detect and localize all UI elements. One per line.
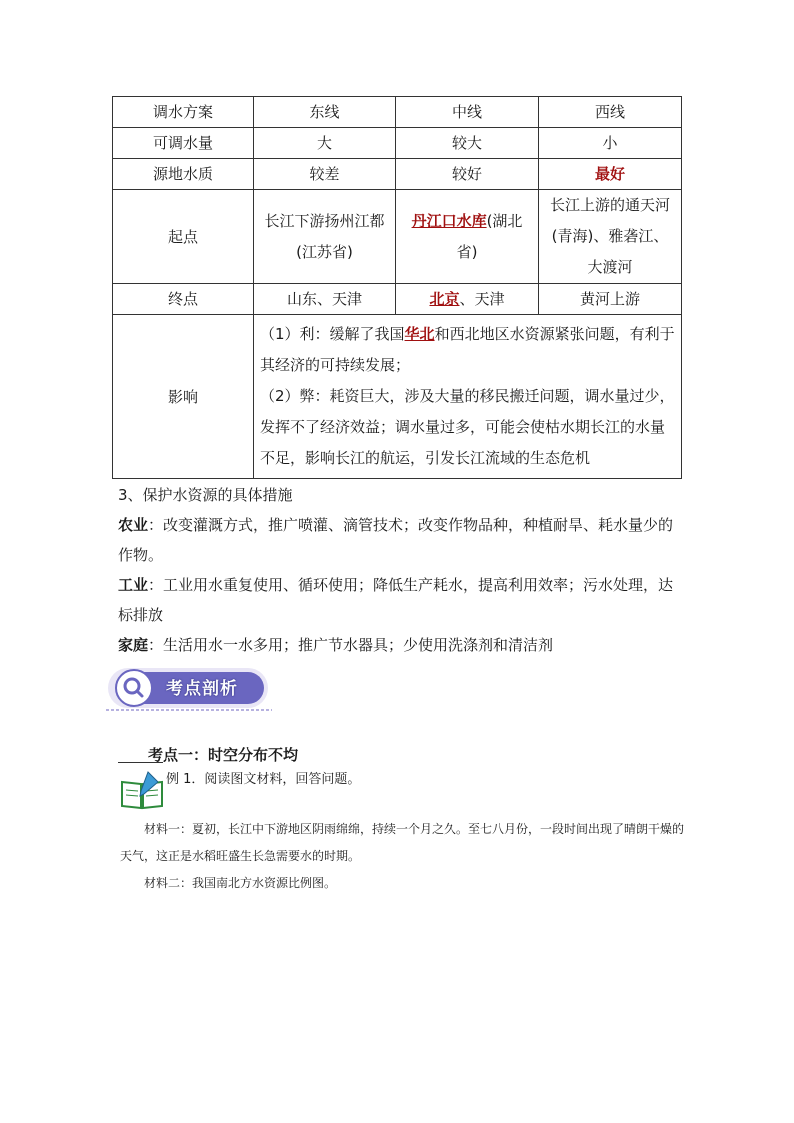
start-middle-rest: (湖北 [486, 211, 523, 230]
home-label: 家庭 [118, 636, 149, 654]
end-label: 终点 [113, 284, 254, 315]
quality-middle: 较好 [396, 159, 539, 190]
end-west: 黄河上游 [539, 284, 682, 315]
volume-east: 大 [254, 128, 396, 159]
impact-row [113, 315, 682, 479]
impact-con: （2）弊：耗资巨大，涉及大量的移民搬迁问题，调水量过少，发挥不了经济效益；调水量过多，可能会使枯水期长江的水量不足，影响长江的航运，引发长江流域的生态危机 [260, 387, 675, 467]
start-west-line1: 长江上游的通天河 [549, 196, 670, 214]
material-two [120, 870, 690, 897]
quality-west [539, 159, 682, 190]
start-middle-highlight: 丹江口水库 [411, 211, 487, 230]
impact-content [254, 315, 682, 479]
material-one-text: 材料一：夏初，长江中下游地区阴雨绵绵，持续一个月之久。至七八月份，一段时间出现了晴朗干燥的天气，这正是水稻旺盛生长急需要水的时期。 [120, 822, 685, 863]
header-middle: 中线 [396, 97, 539, 128]
start-middle-line1 [400, 206, 534, 237]
volume-middle: 较大 [396, 128, 539, 159]
start-east-line1: 长江下游扬州江都 [264, 211, 385, 230]
start-east [254, 190, 396, 284]
agriculture-label: 农业 [118, 516, 149, 534]
end-row [113, 284, 682, 315]
home-text: ：生活用水一水多用；推广节水器具；少使用洗涤剂和清洁剂 [148, 636, 554, 654]
material-one [120, 816, 690, 870]
table-header-row [113, 97, 682, 128]
impact-pro [260, 319, 675, 381]
quality-row [113, 159, 682, 190]
quality-west-value: 最好 [594, 165, 625, 183]
header-west: 西线 [539, 97, 682, 128]
impact-label: 影响 [113, 315, 254, 479]
industry-text: ：工业用水重复使用、循环使用；降低生产耗水，提高利用效率；污水处理，达标排放 [118, 576, 674, 624]
quality-label: 源地水质 [113, 159, 254, 190]
measure-industry [118, 570, 683, 630]
book-pencil-icon [118, 768, 166, 810]
start-label: 起点 [113, 190, 254, 284]
volume-west: 小 [539, 128, 682, 159]
protection-measures [118, 480, 683, 660]
impact-pro-highlight: 华北 [404, 325, 435, 343]
kaodian-divider [118, 762, 163, 763]
example-prompt: 例 1．阅读图文材料，回答问题。 [166, 772, 361, 787]
end-east: 山东、天津 [254, 284, 396, 315]
header-plan: 调水方案 [113, 97, 254, 128]
quality-east: 较差 [254, 159, 396, 190]
badge-icon-circle [116, 670, 152, 706]
measure-agriculture [118, 510, 683, 570]
start-west [539, 190, 682, 284]
header-east: 东线 [254, 97, 396, 128]
start-west-line2: (青海)、雅砻江、 [551, 227, 669, 245]
end-middle [396, 284, 539, 315]
measures-heading: 3、保护水资源的具体措施 [118, 486, 293, 504]
start-middle-line2: 省) [456, 242, 478, 261]
impact-pro-prefix: （1）利：缓解了我国 [260, 325, 405, 343]
impact-pro-suffix: 和西北地区水资源紧张问题，有利于其经济的可持续发展； [260, 325, 675, 374]
measure-home [118, 630, 683, 660]
start-middle [396, 190, 539, 284]
end-middle-highlight: 北京 [429, 290, 460, 308]
industry-label: 工业 [118, 576, 149, 594]
kaodian-title: 考点一：时空分布不均 [148, 746, 299, 764]
volume-label: 可调水量 [113, 128, 254, 159]
water-diversion-table [112, 96, 682, 479]
badge-title: 考点剖析 [166, 679, 238, 699]
agriculture-text: ：改变灌溉方式，推广喷灌、滴管技术；改变作物品种，种植耐旱、耗水量少的作物。 [118, 516, 674, 564]
end-middle-rest: 、天津 [459, 290, 505, 308]
start-row [113, 190, 682, 284]
start-east-line2: (江苏省) [296, 242, 353, 261]
volume-row [113, 128, 682, 159]
material-two-text: 材料二：我国南北方水资源比例图。 [144, 876, 337, 890]
start-west-line3: 大渡河 [587, 258, 633, 276]
